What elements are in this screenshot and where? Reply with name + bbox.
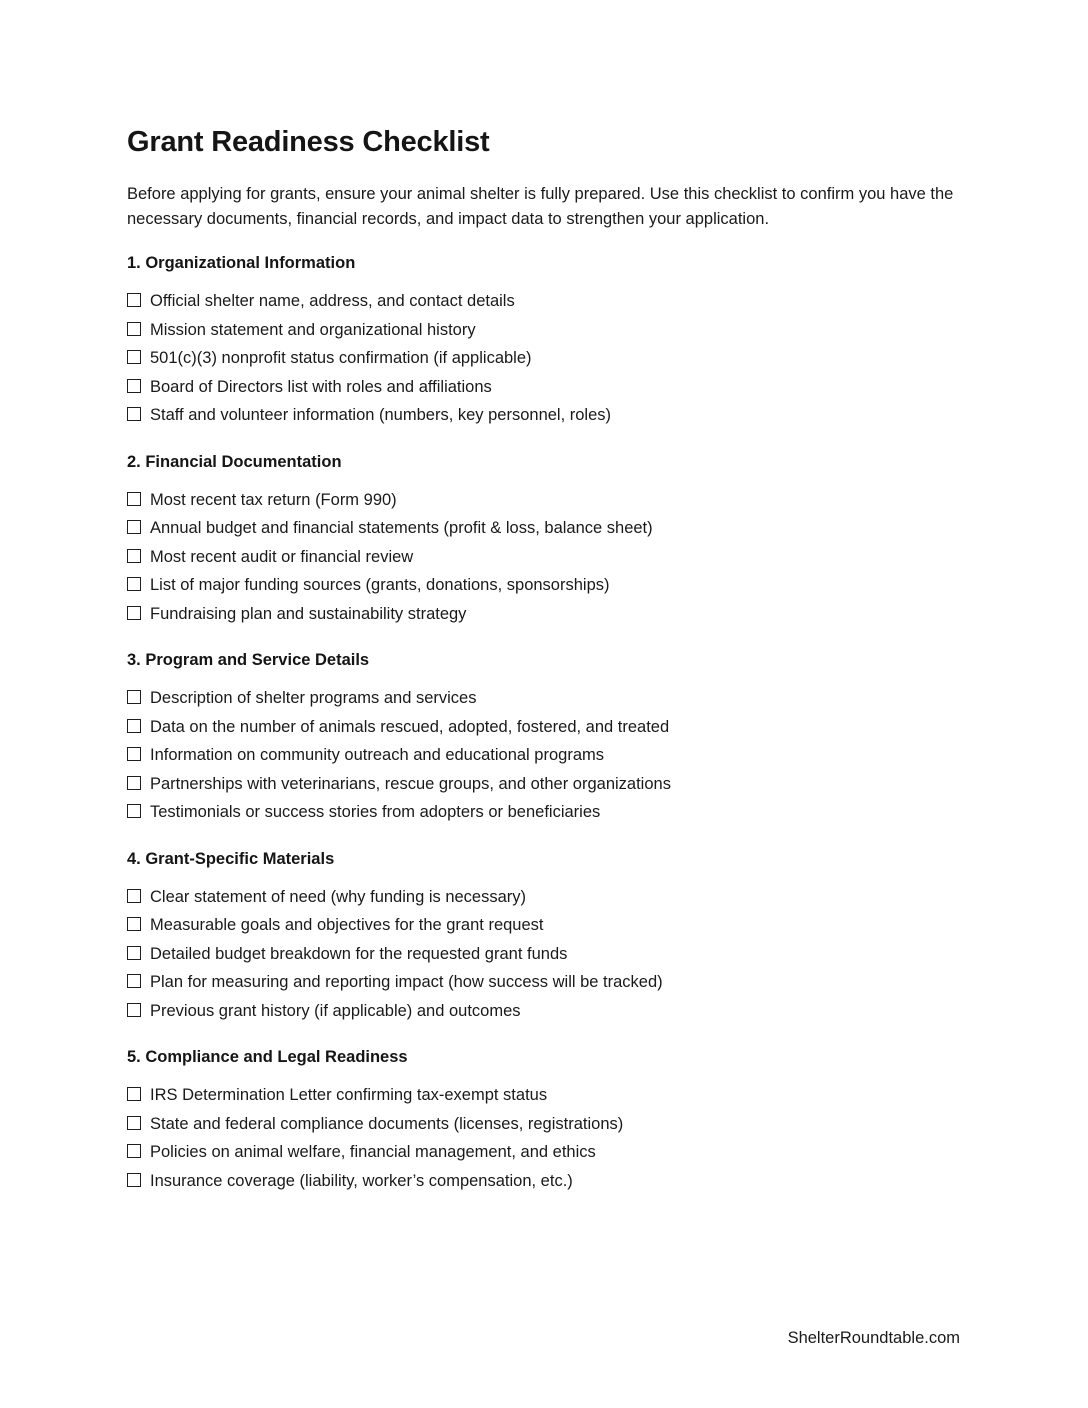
checkbox-icon [127, 776, 141, 790]
checklist-item [127, 798, 963, 827]
checklist-item [127, 514, 963, 543]
checkbox-icon [127, 946, 141, 960]
checkbox-icon [127, 1173, 141, 1187]
checklist-item-label: Testimonials or success stories from adopters or beneficiaries [150, 803, 601, 821]
checkbox-icon [127, 889, 141, 903]
checkbox-icon [127, 322, 141, 336]
checklist-item [127, 571, 963, 600]
section-heading: 4. Grant-Specific Materials [127, 849, 335, 868]
checkbox-icon [127, 350, 141, 364]
checkbox-icon [127, 1144, 141, 1158]
section-heading: 2. Financial Documentation [127, 452, 342, 471]
checkbox-icon [127, 549, 141, 563]
checklist-item-label: Staff and volunteer information (numbers, key personnel, roles) [150, 406, 612, 424]
page-title: Grant Readiness Checklist [127, 126, 490, 158]
checklist-item-label: Mission statement and organizational history [150, 320, 476, 339]
section-heading: 3. Program and Service Details [127, 651, 370, 669]
checkbox-icon [127, 606, 141, 620]
checklist-item-label: List of major funding sources (grants, donations, sponsorships) [150, 576, 610, 594]
checklist-item [127, 1110, 963, 1139]
checklist-item [127, 713, 963, 742]
section-compliance-legal-readiness [127, 1046, 963, 1195]
checklist-item [127, 940, 963, 969]
checkbox-icon [127, 917, 141, 931]
section-heading: 1. Organizational Information [127, 254, 356, 272]
footer-website: ShelterRoundtable.com [787, 1329, 960, 1347]
checklist [127, 287, 963, 430]
checklist-item [127, 316, 963, 345]
checklist-item-label: Policies on animal welfare, financial management, and ethics [150, 1143, 596, 1161]
checkbox-icon [127, 492, 141, 506]
checklist [127, 684, 963, 827]
checklist-item [127, 600, 963, 629]
checklist-item-label: 501(c)(3) nonprofit status confirmation (if applicable) [150, 349, 532, 367]
checklist [127, 883, 963, 1026]
checklist-item [127, 883, 963, 912]
checkbox-icon [127, 520, 141, 534]
checklist-item [127, 968, 963, 997]
checklist-item-label: Most recent tax return (Form 990) [150, 490, 397, 509]
checklist-item-label: Information on community outreach and educational programs [150, 746, 604, 764]
section-heading: 5. Compliance and Legal Readiness [127, 1048, 408, 1066]
intro-paragraph: Before applying for grants, ensure your animal shelter is fully prepared. Use this checklist to confirm you have the necessary documents, financial records, and impact data to strengthen your application. [127, 185, 954, 228]
checkbox-icon [127, 1116, 141, 1130]
checklist-item [127, 486, 963, 515]
checklist-item [127, 1167, 963, 1196]
checklist-item-label: Insurance coverage (liability, worker’s compensation, etc.) [150, 1171, 573, 1190]
checklist-item-label: Annual budget and financial statements (profit & loss, balance sheet) [150, 519, 653, 537]
checklist-item-label: Detailed budget breakdown for the requested grant funds [150, 944, 568, 963]
checkbox-icon [127, 577, 141, 591]
checkbox-icon [127, 407, 141, 421]
checklist-item [127, 684, 963, 713]
checklist-item [127, 741, 963, 770]
checklist-item-label: Partnerships with veterinarians, rescue groups, and other organizations [150, 774, 671, 793]
checkbox-icon [127, 1003, 141, 1017]
checkbox-icon [127, 1087, 141, 1101]
checklist-item [127, 287, 963, 316]
checkbox-icon [127, 379, 141, 393]
checklist-item [127, 911, 963, 940]
checklist-item-label: Most recent audit or financial review [150, 547, 414, 566]
checkbox-icon [127, 690, 141, 704]
checklist-item [127, 1138, 963, 1167]
section-organizational-information [127, 252, 963, 430]
checklist-item-label: Fundraising plan and sustainability strategy [150, 604, 467, 623]
checkbox-icon [127, 747, 141, 761]
checkbox-icon [127, 719, 141, 733]
checklist-item [127, 401, 963, 430]
checkbox-icon [127, 974, 141, 988]
section-financial-documentation [127, 451, 963, 629]
checklist-item [127, 1081, 963, 1110]
checklist-item [127, 373, 963, 402]
checklist-item-label: Previous grant history (if applicable) and outcomes [150, 1001, 521, 1020]
checklist-item [127, 344, 963, 373]
checklist [127, 486, 963, 629]
section-grant-specific-materials [127, 848, 963, 1026]
checklist-item-label: Description of shelter programs and services [150, 689, 477, 707]
checkbox-icon [127, 293, 141, 307]
checklist-item-label: Clear statement of need (why funding is necessary) [150, 887, 527, 906]
checkbox-icon [127, 804, 141, 818]
checklist-item [127, 997, 963, 1026]
checklist-item-label: Data on the number of animals rescued, adopted, fostered, and treated [150, 717, 670, 736]
checklist-item [127, 543, 963, 572]
checklist-item-label: Official shelter name, address, and contact details [150, 292, 515, 310]
checklist-item-label: Plan for measuring and reporting impact (how success will be tracked) [150, 973, 663, 991]
section-program-service-details [127, 649, 963, 827]
checklist-item-label: Measurable goals and objectives for the grant request [150, 916, 544, 934]
checklist-item-label: State and federal compliance documents (licenses, registrations) [150, 1114, 624, 1133]
checklist-item-label: Board of Directors list with roles and affiliations [150, 377, 492, 396]
checklist-item [127, 770, 963, 799]
checklist-item-label: IRS Determination Letter confirming tax-exempt status [150, 1086, 548, 1104]
checklist [127, 1081, 963, 1195]
